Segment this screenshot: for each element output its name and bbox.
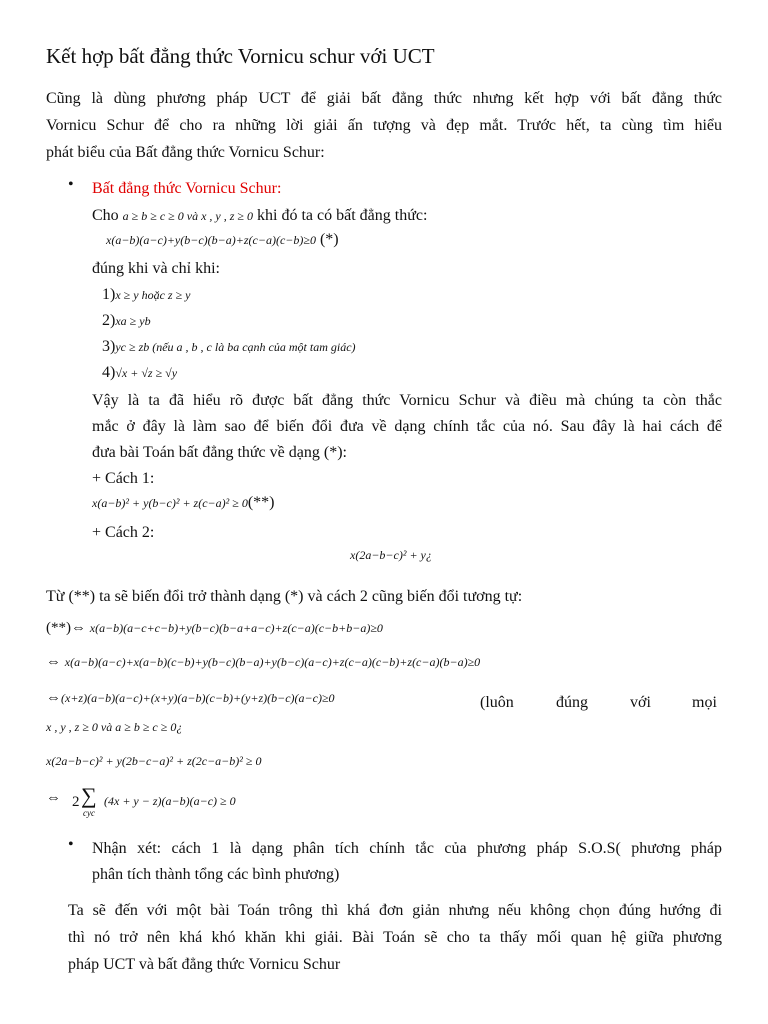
derivation-line-6 bbox=[46, 790, 61, 807]
derivation-line-4 bbox=[46, 718, 182, 736]
closing-line-3: pháp UCT và bất đẳng thức Vornicu Schur bbox=[68, 956, 341, 973]
derivation-intro: Từ (**) ta sẽ biến đổi trở thành dạng (*) và cách 2 cũng biến đổi tương tự: bbox=[46, 588, 523, 605]
schur-inequality-math: x(a−b)(a−c)+y(b−c)(b−a)+z(c−a)(c−b)≥0 bbox=[106, 233, 316, 247]
cho-text: Cho bbox=[92, 207, 119, 224]
derivation-line-5 bbox=[46, 752, 261, 770]
always-true-note-3: với bbox=[630, 694, 651, 711]
intro-line-3: phát biểu của Bất đẳng thức Vornicu Schur: bbox=[46, 144, 325, 161]
derivation-2-tag: ⇔ bbox=[46, 654, 61, 670]
case-1 bbox=[102, 282, 190, 308]
method-1-formula bbox=[92, 494, 274, 512]
always-true-note-1: (luôn bbox=[480, 694, 514, 711]
double-star-tag: (**) bbox=[247, 494, 275, 511]
derivation-6-math: (4x + y − z)(a−b)(a−c) ≥ 0 bbox=[104, 794, 236, 808]
condition-tail: khi đó ta có bất đẳng thức: bbox=[257, 207, 428, 224]
star-tag: (*) bbox=[319, 231, 339, 248]
derivation-6-tag: ⇔ bbox=[46, 790, 61, 806]
method-2-math: x(2a−b−c)² + y¿ bbox=[350, 548, 432, 562]
bullet-dot-2: • bbox=[68, 836, 74, 853]
equality-line: đúng khi và chỉ khi: bbox=[92, 260, 220, 277]
case-3 bbox=[102, 334, 356, 360]
always-true-note-2: đúng bbox=[556, 694, 588, 711]
case-4-math: √x + √z ≥ √y bbox=[115, 366, 178, 380]
derivation-line-2 bbox=[46, 654, 480, 671]
case-2 bbox=[102, 308, 151, 334]
summary-line-3: đưa bài Toán bất đẳng thức về dạng (*): bbox=[92, 444, 347, 461]
derivation-2-math: x(a−b)(a−c)+x(a−b)(c−b)+y(b−c)(b−a)+y(b−c)(a−c)+z(c−a)(c−b)+z(c−a)(b−a)≥0 bbox=[64, 655, 481, 669]
intro-line-2: Vornicu Schur để cho ra những lời giải ấn tượng và đẹp mắt. Trước hết, ta cùng tìm hiểu bbox=[46, 117, 722, 134]
remark-line-2: phân tích thành tổng các bình phương) bbox=[92, 866, 340, 883]
remark-line-1: Nhận xét: cách 1 là dạng phân tích chính tắc của phương pháp S.O.S( phương pháp bbox=[92, 840, 722, 857]
case-1-num: 1) bbox=[102, 286, 116, 303]
derivation-4-math: x , y , z ≥ 0 và a ≥ b ≥ c ≥ 0¿ bbox=[46, 720, 183, 734]
always-true-note-4: mọi bbox=[692, 694, 717, 711]
schur-heading: Bất đẳng thức Vornicu Schur: bbox=[92, 180, 282, 197]
method-2-formula bbox=[350, 548, 432, 563]
case-4 bbox=[102, 360, 177, 386]
method-1-math: x(a−b)² + y(b−c)² + z(c−a)² ≥ 0 bbox=[92, 496, 248, 510]
summary-line-1: Vậy là ta đã hiểu rõ được bất đẳng thức Vornicu Schur và điều mà chúng ta còn thắc bbox=[92, 392, 722, 409]
derivation-line-1 bbox=[46, 620, 383, 637]
cyc-subscript: cyc bbox=[83, 808, 95, 818]
summary-line-2: mắc ở đây là làm sao để biến đổi đưa về dạng chính tắc của nó. Sau đây là hai cách để bbox=[92, 418, 722, 435]
derivation-1-tag: (**)⇔ bbox=[46, 620, 86, 636]
closing-line-2: thì nó trở nên khá khó khăn khi giải. Bài Toán sẽ cho ta thấy mối quan hệ giữa phương bbox=[68, 929, 722, 946]
page-title: Kết hợp bất đẳng thức Vornicu schur với UCT bbox=[46, 44, 435, 68]
sigma-symbol: ∑ bbox=[81, 783, 97, 808]
case-3-math: yc ≥ zb (nếu a , b , c là ba cạnh của một tam giác) bbox=[115, 340, 356, 354]
bullet-dot: • bbox=[68, 176, 74, 193]
condition-line bbox=[92, 203, 427, 229]
derivation-1-math: x(a−b)(a−c+c−b)+y(b−c)(b−a+a−c)+z(c−a)(c−b+b−a)≥0 bbox=[89, 621, 383, 635]
derivation-3-tag: ⇔ bbox=[46, 690, 61, 706]
condition-math: a ≥ b ≥ c ≥ 0 và x , y , z ≥ 0 bbox=[122, 209, 253, 223]
derivation-line-3 bbox=[46, 690, 335, 707]
case-4-num: 4) bbox=[102, 364, 116, 381]
intro-line-1: Cũng là dùng phương pháp UCT để giải bất đẳng thức nhưng kết hợp với bất đẳng thức bbox=[46, 90, 722, 107]
sum-coefficient: 2 bbox=[72, 794, 80, 810]
closing-line-1: Ta sẽ đến với một bài Toán trông thì khá đơn giản nhưng nếu không chọn đúng hướng đi bbox=[68, 902, 722, 919]
case-3-num: 3) bbox=[102, 338, 116, 355]
case-1-math: x ≥ y hoặc z ≥ y bbox=[115, 288, 191, 302]
derivation-line-6-body bbox=[104, 792, 236, 810]
case-2-num: 2) bbox=[102, 312, 116, 329]
schur-inequality bbox=[106, 231, 339, 249]
case-2-math: xa ≥ yb bbox=[115, 314, 151, 328]
method-1-label: + Cách 1: bbox=[92, 470, 155, 487]
derivation-5-math: x(2a−b−c)² + y(2b−c−a)² + z(2c−a−b)² ≥ 0 bbox=[46, 754, 262, 768]
method-2-label: + Cách 2: bbox=[92, 524, 155, 541]
derivation-3-math: (x+z)(a−b)(a−c)+(x+y)(a−b)(c−b)+(y+z)(b−c)(a−c)≥0 bbox=[61, 691, 335, 705]
